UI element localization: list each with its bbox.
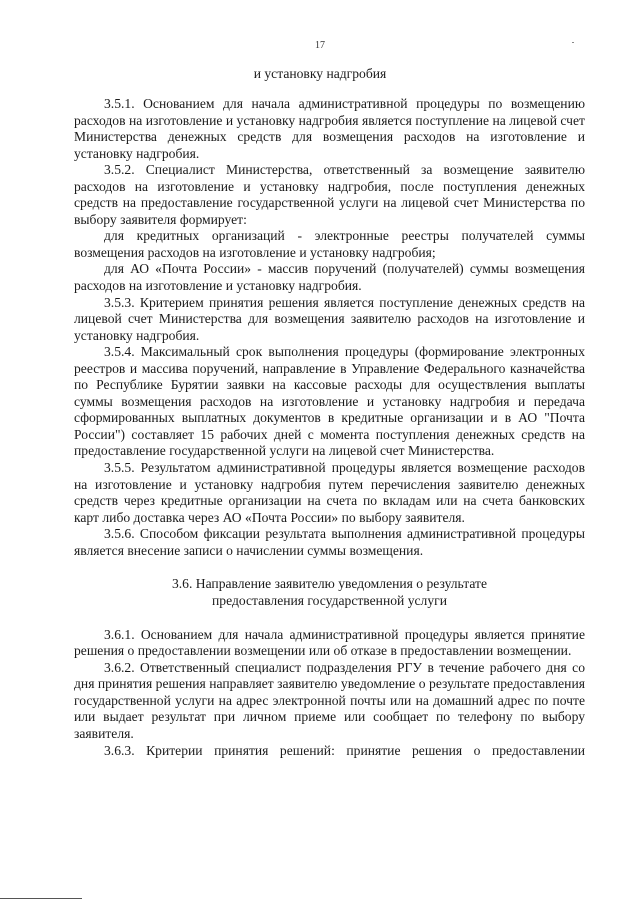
scan-speck xyxy=(572,42,574,43)
paragraph-3-5-1: 3.5.1. Основанием для начала административной процедуры по возмещению расходов на изготовление и установку надгробия является поступление на лицевой счет Министерства денежных средств для возмещения расходов на изготовление и установку надгробия. xyxy=(74,96,585,161)
section-title-3-6 xyxy=(74,576,585,609)
paragraph-3-5-5: 3.5.5. Результатом административной процедуры является возмещение расходов на изготовление и установку надгробия путем перечисления заявителю денежных средств через кредитные организации на счета по вкладам или на счета банковских карт либо доставка через АО «Почта России» по выбору заявителя. xyxy=(74,460,585,525)
paragraph-3-6-1: 3.6.1. Основанием для начала административной процедуры является принятие решения о предоставлении возмещении или об отказе в предоставлении возмещении. xyxy=(74,626,585,659)
document-body xyxy=(74,96,585,759)
paragraph-credit-organizations: для кредитных организаций - электронные реестры получателей суммы возмещения расходов на изготовление и установку надгробия; xyxy=(74,228,585,260)
paragraph-3-5-6: 3.5.6. Способом фиксации результата выполнения административной процедуры является внесение записи о начислении суммы возмещения. xyxy=(74,526,585,558)
paragraph-3-5-3: 3.5.3. Критерием принятия решения является поступление денежных средств на лицевой счет Министерства для возмещения заявителю расходов на изготовление и установку надгробия. xyxy=(74,294,585,343)
section-title-line-1: 3.6. Направление заявителю уведомления о результате xyxy=(171,576,488,592)
paragraph-russian-post: для АО «Почта России» - массив поручений (получателей) суммы возмещения расходов на изготовление и установку надгробия. xyxy=(74,261,585,294)
section-title-line-2: предоставления государственной услуги xyxy=(212,593,447,609)
paragraph-3-6-3: 3.6.3. Критерии принятия решений: принятие решения о предоставлении xyxy=(104,742,585,758)
paragraph-3-6-2: 3.6.2. Ответственный специалист подразделения РГУ в течение рабочего дня со дня принятия решения направляет заявителю уведомление о результате предоставления государственной услуги на адрес электронной почты или на домашний адрес по почте или выдает результат при личном приеме или сообщает по телефону по выбору заявителя. xyxy=(74,659,585,741)
footnote-divider xyxy=(0,898,82,899)
paragraph-3-5-4: 3.5.4. Максимальный срок выполнения процедуры (формирование электронных реестров и массива поручений, направление в Управление Федерального казначейства по Республике Бурятии заявки на кассовые расходы для осуществления выплаты суммы возмещения расходов на изготовление и установку надгробия и передача сформированных выплатных документов в кредитные организации и в АО "Почта России") составляет 15 рабочих дней с момента поступления денежных средств на предоставление государственной услуги на лицевой счет Министерства. xyxy=(74,344,585,459)
page-number: 17 xyxy=(315,40,325,51)
paragraph-3-5-2: 3.5.2. Специалист Министерства, ответственный за возмещение заявителю расходов на изготовление и установку надгробия, после поступления денежных средств на предоставление государственной услуги на лицевой счет Министерства по выбору заявителя формирует: xyxy=(74,162,585,227)
continued-section-heading: и установку надгробия xyxy=(253,66,387,81)
